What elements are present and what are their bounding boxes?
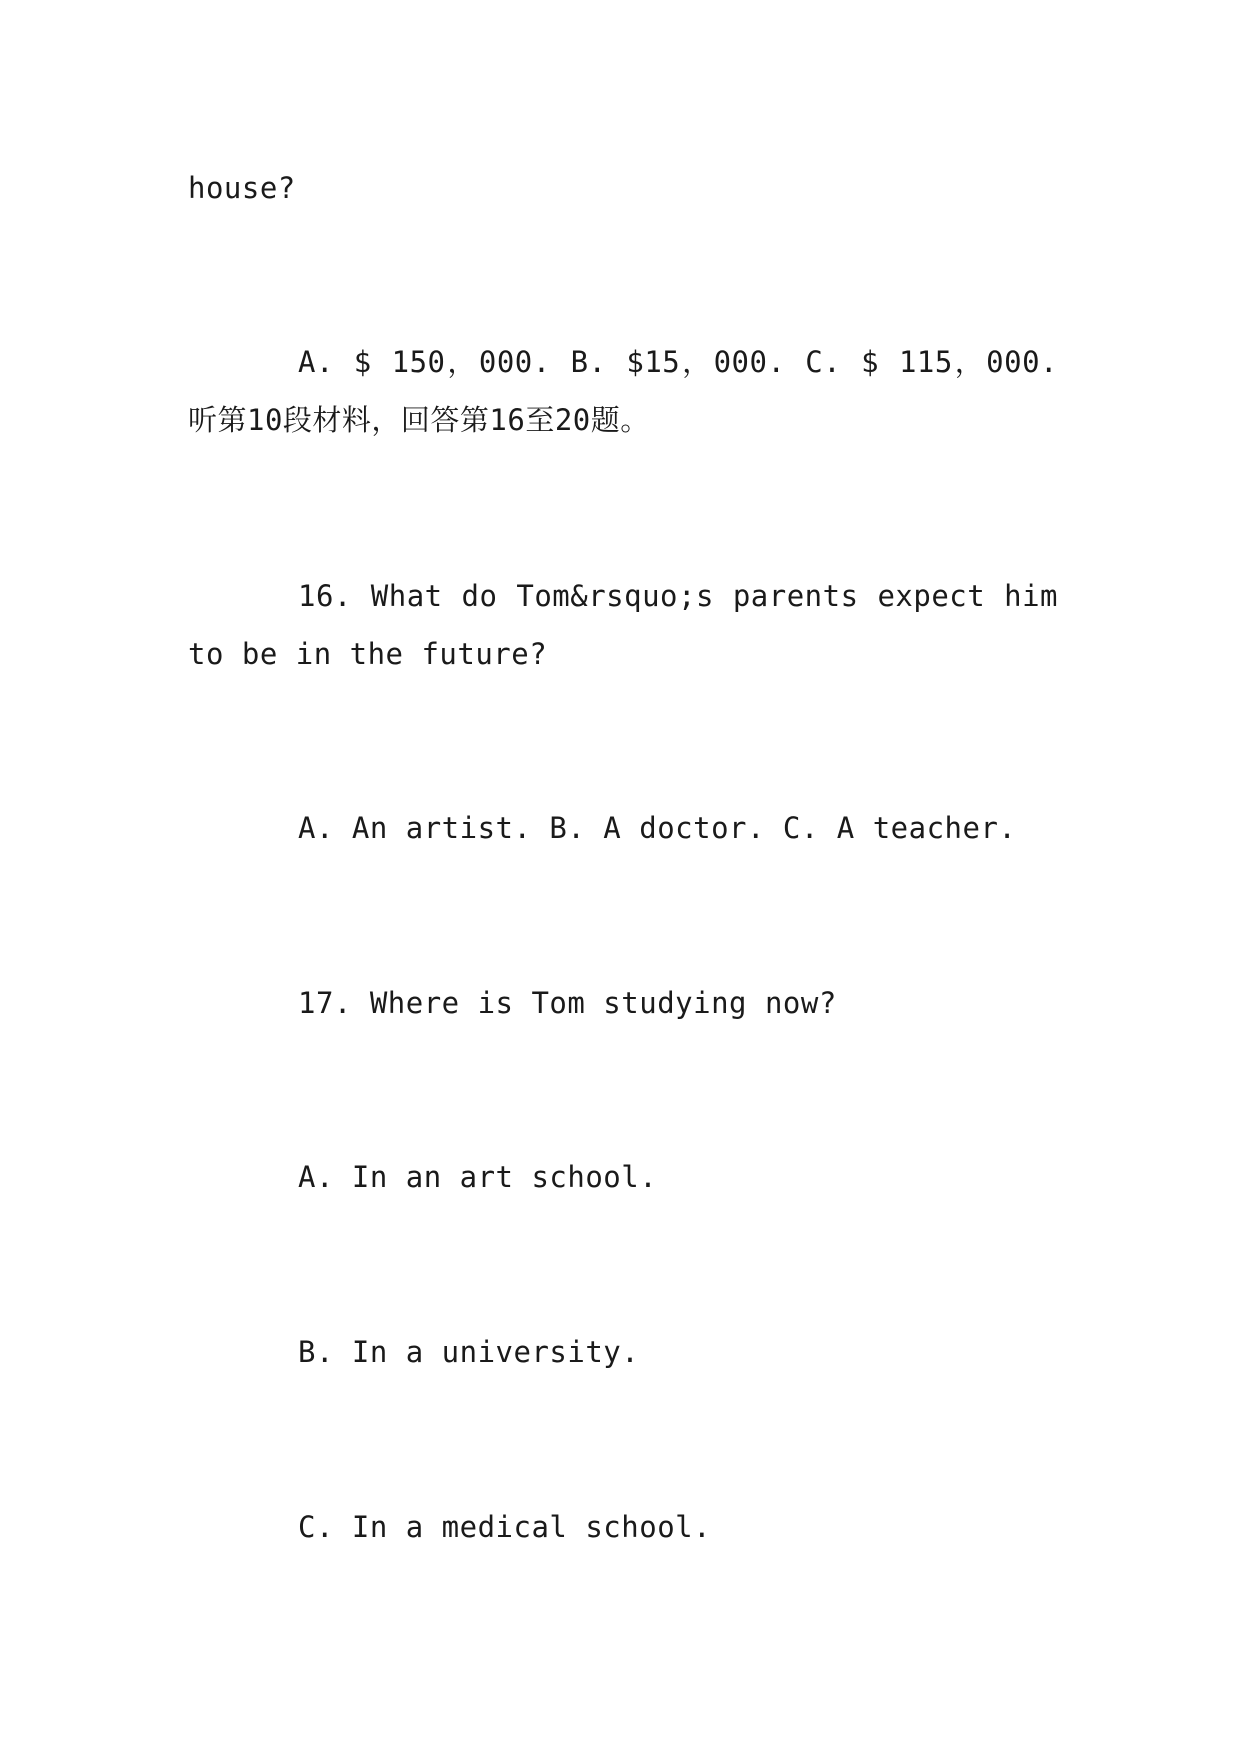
section-instruction: 听第10段材料，回答第16至20题。 [188,403,650,437]
q17-option-b: B. In a university. [298,1335,640,1369]
q17-option-a: A. In an art school. [298,1160,658,1194]
q17-question: 17. Where is Tom studying now? [298,986,837,1020]
q15-options: A. $ 150，000. B. $15，000. C. $ 115，000. [298,345,1058,379]
q16-options: A. An artist. B. A doctor. C. A teacher. [298,811,1017,845]
question-continuation: house? [188,171,296,205]
q16-question: 16. What do Tom&rsquo;s parents expect him to be in the future? [188,579,1058,671]
q17-option-c: C. In a medical school. [298,1510,712,1544]
q15-options-and-instruction [188,333,1058,449]
